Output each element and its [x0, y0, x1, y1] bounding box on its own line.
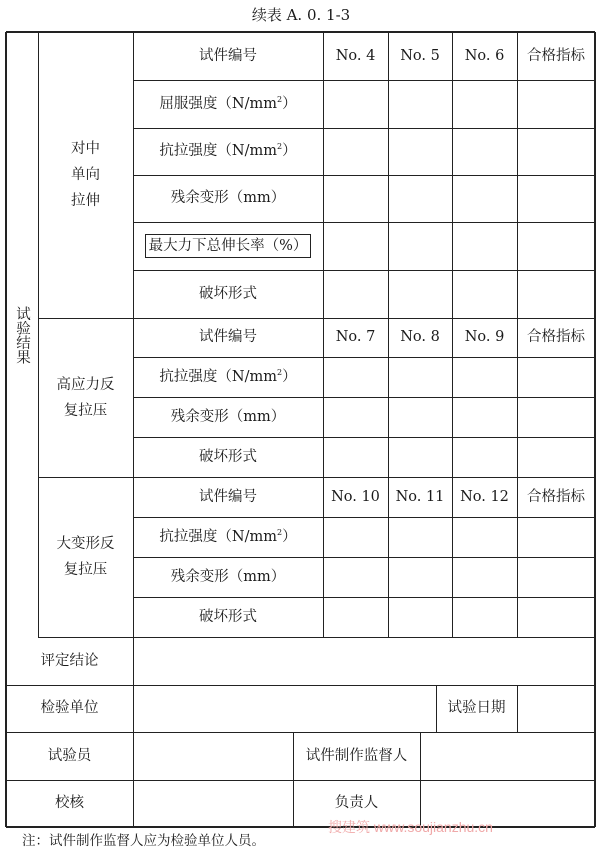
row-label-text — [159, 139, 296, 164]
row-label-text — [159, 365, 296, 390]
standard-value-cell — [517, 175, 595, 222]
value-cell-3 — [452, 175, 517, 222]
row-label-main: 残余变形（mm） — [170, 568, 286, 585]
value-cell-1 — [323, 80, 388, 128]
group-name — [71, 136, 100, 214]
specimen-number: No. 9 — [464, 329, 505, 345]
tester-value — [133, 732, 293, 780]
specimen-number: No. 5 — [400, 47, 440, 64]
specimen-number: No. 8 — [400, 329, 440, 345]
section-label-text: 试验结果 — [14, 305, 30, 364]
group-name-line: 高应力反 — [56, 376, 115, 393]
row-label-main: 抗拉强度（N/mm — [159, 528, 277, 545]
row-label-text — [171, 186, 286, 211]
row-label-superscript: 2 — [276, 142, 283, 152]
standard-value-cell — [517, 270, 595, 318]
value-cell-1 — [323, 222, 388, 270]
value-cell-1 — [323, 557, 388, 597]
row-label — [133, 397, 323, 437]
value-cell-2 — [388, 222, 452, 270]
row-label-superscript: 2 — [276, 94, 283, 104]
group-name-line: 大变形反 — [56, 536, 115, 552]
row-label — [133, 80, 323, 128]
row-label-main: 残余变形（mm） — [170, 408, 286, 425]
group-name-line: 单向 — [71, 167, 100, 183]
value-cell-1 — [323, 357, 388, 397]
value-cell-3 — [452, 437, 517, 477]
standard-value-cell — [517, 597, 595, 637]
row-label-text — [199, 605, 257, 630]
row-label — [133, 222, 323, 270]
row-label-text — [171, 405, 286, 430]
row-label-text — [171, 565, 286, 590]
watermark: 搜建筑 www.soujianzhu.cn — [328, 819, 493, 835]
value-cell-3 — [452, 557, 517, 597]
row-label-text — [199, 282, 257, 307]
group-name — [57, 531, 115, 583]
value-cell-3 — [452, 597, 517, 637]
standard-value-cell — [517, 397, 595, 437]
row-label-text — [159, 92, 296, 117]
standard-value-cell — [517, 80, 595, 128]
standard-value-cell — [517, 437, 595, 477]
value-cell-2 — [388, 357, 452, 397]
standard-value-cell — [517, 517, 595, 557]
section-label-vertical — [6, 32, 38, 637]
group-name — [57, 372, 115, 424]
row-label-tail: ） — [282, 95, 297, 112]
row-label-text — [199, 445, 257, 470]
value-cell-3 — [452, 128, 517, 175]
test-date-label: 试验日期 — [447, 700, 506, 716]
group-name-line: 复拉压 — [63, 402, 108, 419]
value-cell-1 — [323, 517, 388, 557]
specimen-number: No. 6 — [464, 47, 505, 64]
value-cell-2 — [388, 517, 452, 557]
group-name-line: 对中 — [71, 141, 100, 157]
header-label: 试件编号 — [199, 488, 257, 505]
value-cell-2 — [388, 128, 452, 175]
value-cell-2 — [388, 397, 452, 437]
specimen-number: No. 7 — [335, 329, 376, 345]
value-cell-1 — [323, 437, 388, 477]
specimen-number: No. 10 — [331, 488, 380, 505]
qualification-standard-header: 合格指标 — [527, 329, 585, 345]
value-cell-2 — [388, 597, 452, 637]
supervisor-label: 试件制作监督人 — [305, 747, 408, 764]
conclusion-label: 评定结论 — [40, 652, 99, 669]
row-label — [133, 517, 323, 557]
value-cell-2 — [388, 175, 452, 222]
row-label-main: 抗拉强度（N/mm — [159, 368, 277, 385]
value-cell-1 — [323, 175, 388, 222]
row-label — [133, 175, 323, 222]
value-cell-2 — [388, 557, 452, 597]
row-label — [133, 557, 323, 597]
value-cell-2 — [388, 437, 452, 477]
row-label-main: 破坏形式 — [199, 448, 257, 465]
row-label-tail: ） — [282, 528, 297, 545]
value-cell-3 — [452, 222, 517, 270]
specimen-number: No. 11 — [395, 488, 445, 505]
row-label-main: 最大力下总伸长率（%） — [148, 238, 308, 254]
qualification-standard-header: 合格指标 — [527, 47, 585, 64]
test-date-value — [517, 685, 595, 732]
row-label-main: 屈服强度（N/mm — [159, 95, 277, 112]
conclusion-value — [133, 637, 595, 685]
value-cell-2 — [388, 80, 452, 128]
group-name-line: 复拉压 — [63, 562, 108, 578]
row-label-superscript: 2 — [276, 367, 283, 377]
value-cell-3 — [452, 397, 517, 437]
group-name-cell — [38, 318, 133, 477]
value-cell-3 — [452, 357, 517, 397]
standard-value-cell — [517, 557, 595, 597]
header-label: 试件编号 — [199, 47, 257, 64]
group-name-line: 拉伸 — [71, 193, 100, 209]
value-cell-1 — [323, 128, 388, 175]
responsible-person-label: 负责人 — [334, 795, 379, 811]
row-label-main: 抗拉强度（N/mm — [159, 143, 277, 159]
row-label-tail: ） — [282, 143, 297, 159]
inspection-unit-value — [133, 685, 436, 732]
row-label-text — [159, 525, 296, 550]
specimen-number: No. 4 — [335, 47, 376, 64]
value-cell-3 — [452, 80, 517, 128]
value-cell-3 — [452, 270, 517, 318]
value-cell-1 — [323, 597, 388, 637]
reviewer-value — [133, 780, 293, 827]
row-label — [133, 357, 323, 397]
reviewer-label: 校核 — [55, 795, 84, 811]
value-cell-3 — [452, 517, 517, 557]
row-label — [133, 597, 323, 637]
row-label-tail: ） — [282, 368, 297, 385]
inspection-unit-label: 检验单位 — [40, 700, 99, 716]
row-label-main: 破坏形式 — [199, 608, 257, 625]
table-note: 注：试件制作监督人应为检验单位人员。 — [22, 833, 265, 849]
supervisor-value — [420, 732, 595, 780]
table-title: 续表 A. 0. 1-3 — [251, 6, 351, 24]
tester-label: 试验员 — [47, 747, 92, 764]
row-label — [133, 437, 323, 477]
row-label-superscript: 2 — [276, 527, 283, 537]
standard-value-cell — [517, 222, 595, 270]
group-name-cell — [38, 477, 133, 637]
row-label-text — [145, 234, 312, 258]
qualification-standard-header: 合格指标 — [527, 488, 585, 505]
row-label — [133, 270, 323, 318]
value-cell-1 — [323, 270, 388, 318]
header-label: 试件编号 — [199, 329, 257, 345]
value-cell-2 — [388, 270, 452, 318]
row-label-main: 残余变形（mm） — [170, 190, 286, 206]
specimen-number: No. 12 — [460, 488, 509, 505]
group-name-cell — [38, 32, 133, 318]
row-label-main: 破坏形式 — [199, 285, 257, 302]
standard-value-cell — [517, 128, 595, 175]
row-label — [133, 128, 323, 175]
standard-value-cell — [517, 357, 595, 397]
value-cell-1 — [323, 397, 388, 437]
